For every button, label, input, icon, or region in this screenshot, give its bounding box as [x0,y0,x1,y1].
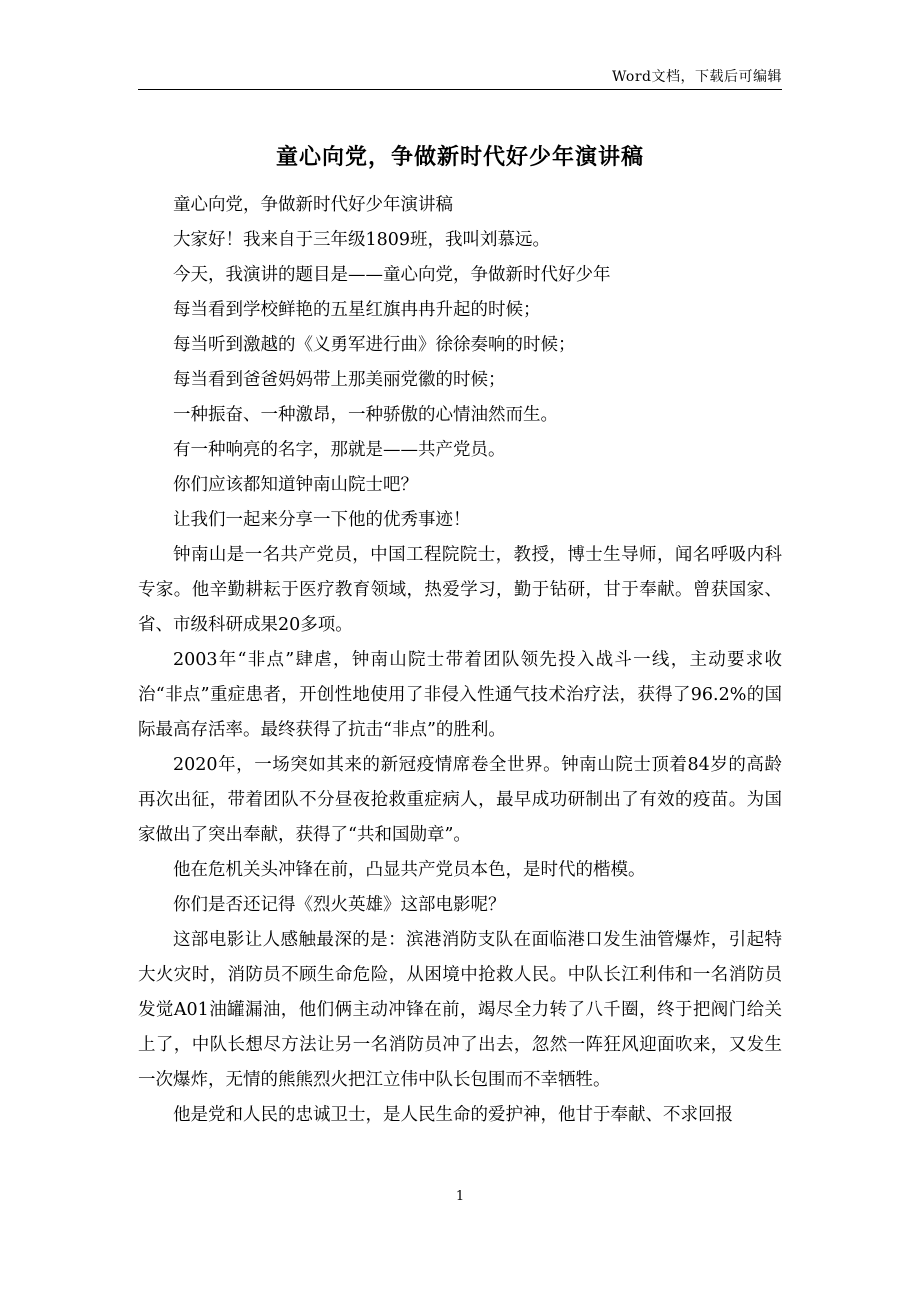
document-title: 童心向党，争做新时代好少年演讲稿 [275,144,644,170]
paragraph: 一种振奋、一种激昂，一种骄傲的心情油然而生。 [173,405,558,425]
header-note: Word文档，下载后可编辑 [611,69,782,85]
paragraph: 每当听到激越的《义勇军进行曲》徐徐奏响的时候； [173,335,576,355]
paragraph: 有一种响亮的名字，那就是——共产党员。 [173,440,506,460]
paragraph: 大家好！我来自于三年级1809班，我叫刘慕远。 [173,230,551,250]
paragraph: 童心向党，争做新时代好少年演讲稿 [173,195,453,215]
paragraph: 今天，我演讲的题目是——童心向党，争做新时代好少年 [173,265,611,285]
document-body [138,188,782,1133]
paragraph: 钟南山是一名共产党员，中国工程院院士，教授，博士生导师，闻名呼吸内科专家。他辛勤耕耘于医疗教育领域，热爱学习，勤于钻研，甘于奉献。曾获国家、省、市级科研成果20多项。 [138,545,782,635]
paragraph: 每当看到爸爸妈妈带上那美丽党徽的时候； [173,370,506,390]
paragraph: 他是党和人民的忠诚卫士，是人民生命的爱护神，他甘于奉献、不求回报 [173,1105,733,1125]
header-divider [138,89,782,90]
paragraph: 2003年“非点”肆虐，钟南山院士带着团队领先投入战斗一线，主动要求收治“非点”重症患者，开创性地使用了非侵入性通气技术治疗法，获得了96.2%的国际最高存活率。最终获得了抗击“非点”的胜利。 [138,650,782,740]
page-number: 1 [455,1189,465,1204]
paragraph: 他在危机关头冲锋在前，凸显共产党员本色，是时代的楷模。 [173,860,646,880]
paragraph: 让我们一起来分享一下他的优秀事迹！ [173,510,471,530]
paragraph: 这部电影让人感触最深的是：滨港消防支队在面临港口发生油管爆炸，引起特大火灾时，消防员不顾生命危险，从困境中抢救人民。中队长江利伟和一名消防员发觉A01油罐漏油，他们俩主动冲锋在前，竭尽全力转了八千圈，终于把阀门给关上了，中队长想尽方法让另一名消防员冲了出去，忽然一阵狂风迎面吹来，又发生一次爆炸，无情的熊熊烈火把江立伟中队长包围而不幸牺牲。 [138,930,782,1090]
paragraph: 每当看到学校鲜艳的五星红旗冉冉升起的时候； [173,300,541,320]
paragraph: 你们应该都知道钟南山院士吧？ [173,475,418,495]
paragraph: 你们是否还记得《烈火英雄》这部电影呢？ [173,895,506,915]
paragraph: 2020年，一场突如其来的新冠疫情席卷全世界。钟南山院士顶着84岁的高龄再次出征，带着团队不分昼夜抢救重症病人，最早成功研制出了有效的疫苗。为国家做出了突出奉献，获得了“共和国勋章”。 [138,755,782,845]
